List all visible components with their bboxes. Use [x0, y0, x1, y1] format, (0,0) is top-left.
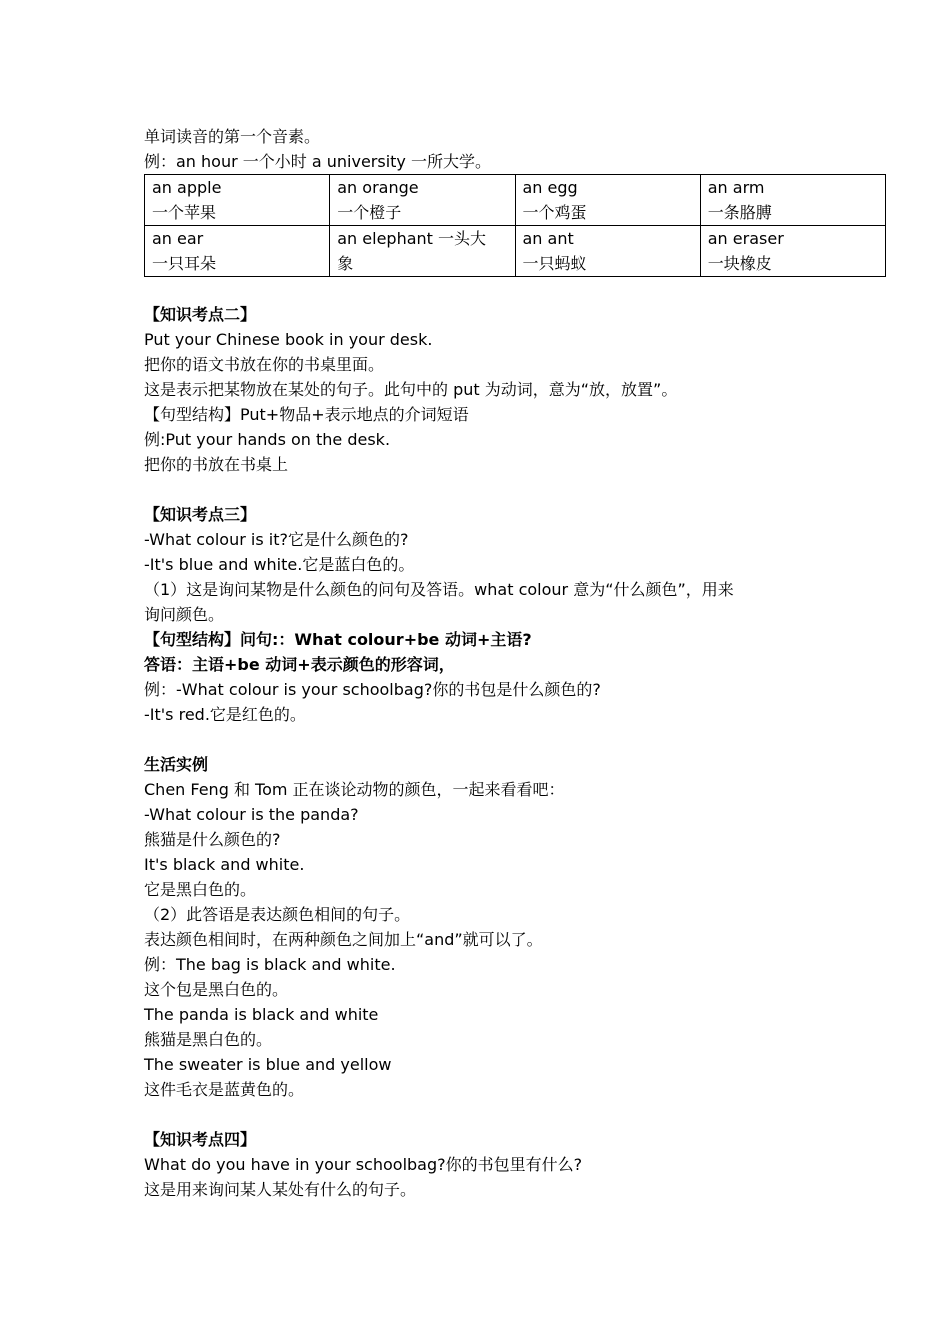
table-cell — [330, 175, 515, 226]
text-line: Put your Chinese book in your desk. — [144, 330, 433, 349]
text-line: 这个包是黑白色的。 — [144, 980, 289, 999]
text-line: 这是表示把某物放在某处的句子。此句中的 put 为动词，意为“放，放置”。 — [144, 380, 678, 399]
text-line: 例：-What colour is your schoolbag?你的书包是什么颜色的? — [144, 680, 601, 699]
text-line: 熊猫是什么颜色的? — [144, 830, 281, 849]
section-heading-point4: 【知识考点四】 — [144, 1130, 257, 1149]
cell-en: an ear — [152, 229, 204, 248]
text-line: It's black and white. — [144, 855, 305, 874]
table-cell — [700, 226, 885, 277]
table-cell — [515, 226, 700, 277]
text-line: （1）这是询问某物是什么颜色的问句及答语。what colour 意为“什么颜色”，用来 — [144, 580, 734, 599]
text-line: Chen Feng 和 Tom 正在谈论动物的颜色，一起来看看吧： — [144, 780, 565, 799]
cell-en: an orange — [337, 178, 419, 197]
text-line: The sweater is blue and yellow — [144, 1055, 392, 1074]
spacer — [144, 727, 886, 752]
text-line: 【句型结构】Put+物品+表示地点的介词短语 — [144, 405, 469, 424]
cell-en: an arm — [707, 178, 765, 197]
text-line: -It's blue and white.它是蓝白色的。 — [144, 555, 415, 574]
vocab-table — [144, 174, 886, 277]
cell-en: an apple — [152, 178, 222, 197]
cell-zh: 一个鸡蛋 — [522, 203, 587, 222]
table-cell — [145, 226, 330, 277]
cell-zh: 象 — [337, 254, 354, 273]
text-line: 熊猫是黑白色的。 — [144, 1030, 273, 1049]
text-line: 它是黑白色的。 — [144, 880, 257, 899]
text-line: -What colour is it?它是什么颜色的? — [144, 530, 409, 549]
cell-en: an elephant 一头大 — [337, 229, 487, 248]
cell-zh: 一条胳膊 — [707, 203, 772, 222]
text-line: What do you have in your schoolbag?你的书包里有什么? — [144, 1155, 583, 1174]
spacer — [144, 1102, 886, 1127]
intro-example: 例：an hour 一个小时 a university 一所大学。 — [144, 152, 491, 171]
text-line: 这是用来询问某人某处有什么的句子。 — [144, 1180, 417, 1199]
cell-en: an ant — [522, 229, 574, 248]
text-line: 表达颜色相间时，在两种颜色之间加上“and”就可以了。 — [144, 930, 543, 949]
cell-en: an egg — [522, 178, 578, 197]
section-heading-point2: 【知识考点二】 — [144, 305, 257, 324]
table-row — [145, 175, 886, 226]
intro-line: 单词读音的第一个音素。 — [144, 127, 321, 146]
cell-zh: 一只耳朵 — [152, 254, 217, 273]
cell-zh: 一只蚂蚁 — [522, 254, 587, 273]
text-line: 把你的书放在书桌上 — [144, 455, 289, 474]
cell-zh: 一个苹果 — [152, 203, 217, 222]
table-cell — [330, 226, 515, 277]
table-cell — [515, 175, 700, 226]
cell-en: an eraser — [707, 229, 784, 248]
table-cell — [700, 175, 885, 226]
text-line: -It's red.它是红色的。 — [144, 705, 306, 724]
spacer — [144, 277, 886, 302]
text-line: The panda is black and white — [144, 1005, 379, 1024]
text-line: 把你的语文书放在你的书桌里面。 — [144, 355, 385, 374]
document-page — [144, 124, 886, 1202]
cell-zh: 一块橡皮 — [707, 254, 772, 273]
text-line: 询问颜色。 — [144, 605, 225, 624]
structure-line: 答语：主语+be 动词+表示颜色的形容词， — [144, 655, 455, 674]
table-cell — [145, 175, 330, 226]
structure-line: 【句型结构】问句:：What colour+be 动词+主语? — [144, 630, 532, 649]
text-line: 例：The bag is black and white. — [144, 955, 396, 974]
text-line: （2）此答语是表达颜色相间的句子。 — [144, 905, 411, 924]
cell-zh: 一个橙子 — [337, 203, 402, 222]
text-line: 例:Put your hands on the desk. — [144, 430, 391, 449]
section-heading-point3: 【知识考点三】 — [144, 505, 257, 524]
text-line: 这件毛衣是蓝黄色的。 — [144, 1080, 305, 1099]
section-heading-life-example: 生活实例 — [144, 755, 209, 774]
table-row — [145, 226, 886, 277]
spacer — [144, 477, 886, 502]
text-line: -What colour is the panda? — [144, 805, 359, 824]
